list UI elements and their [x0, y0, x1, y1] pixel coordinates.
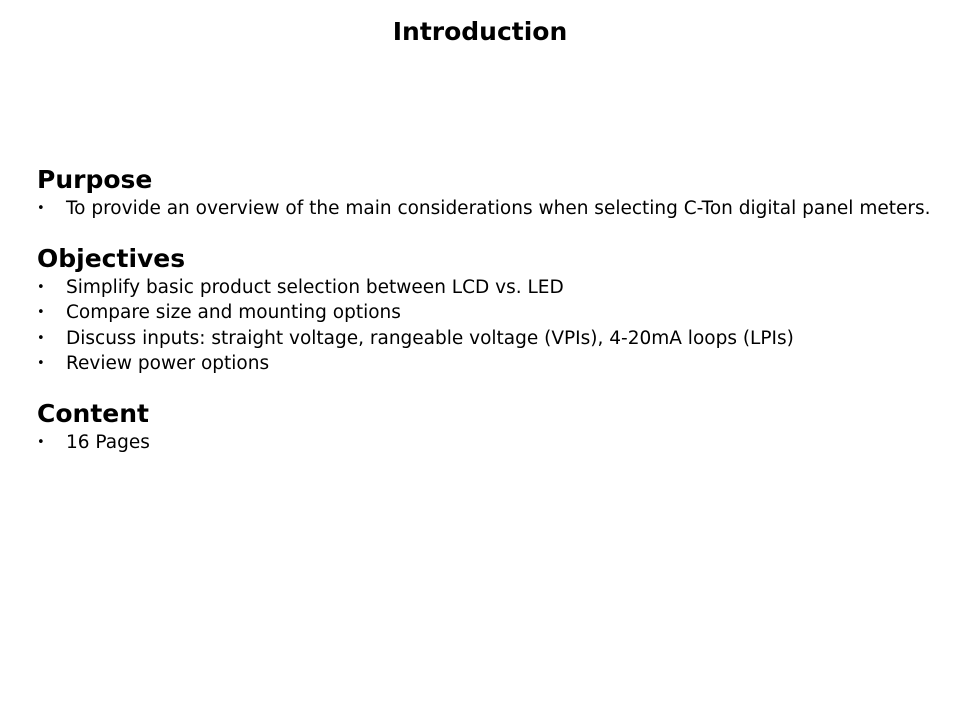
bullet-icon: •: [37, 201, 45, 216]
objectives-bullet-text: Simplify basic product selection between LCD vs. LED: [66, 276, 564, 298]
bullet-icon: •: [37, 279, 45, 295]
objectives-bullet: [37, 300, 937, 326]
content-bullet: [37, 430, 937, 456]
bullet-icon: •: [37, 305, 45, 320]
objectives-bullet-text: Compare size and mounting options: [66, 302, 401, 323]
purpose-section: [37, 164, 937, 222]
purpose-heading: Purpose: [37, 165, 153, 194]
purpose-bullet: [37, 196, 937, 222]
objectives-heading: Objectives: [37, 243, 186, 273]
bullet-icon: •: [37, 434, 45, 450]
objectives-list: [37, 275, 937, 377]
content-section: [37, 398, 937, 456]
bullet-icon: •: [37, 330, 45, 346]
purpose-bullet-text: To provide an overview of the main considerations when selecting C-Ton digital panel meters.: [66, 198, 931, 219]
purpose-list: [37, 196, 937, 222]
objectives-bullet: [37, 326, 937, 352]
objectives-bullet-text: Review power options: [66, 353, 270, 374]
content-list: [37, 430, 937, 456]
content-bullet-text: 16 Pages: [66, 431, 150, 453]
slide-title: Introduction: [392, 17, 568, 46]
slide-body: [37, 164, 937, 476]
objectives-bullet: [37, 351, 937, 377]
objectives-section: [37, 243, 937, 377]
bullet-icon: •: [37, 356, 45, 371]
objectives-bullet: [37, 275, 937, 301]
objectives-bullet-text: Discuss inputs: straight voltage, rangeable voltage (VPIs), 4-20mA loops (LPIs): [66, 327, 794, 349]
content-heading: Content: [37, 398, 149, 428]
